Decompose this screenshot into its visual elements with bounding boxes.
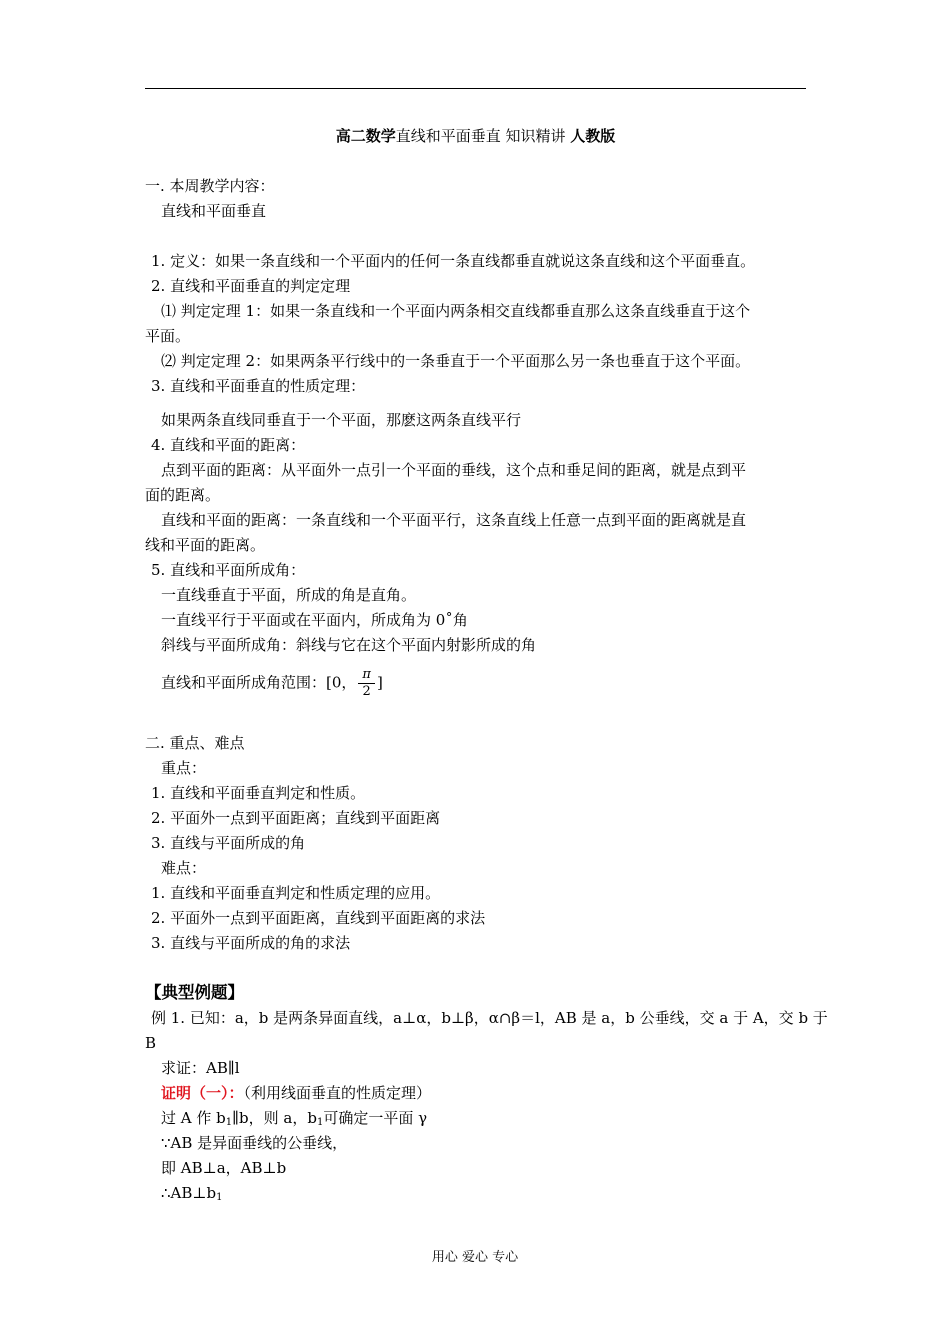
item-distance: 4. 直线和平面的距离：: [151, 436, 306, 454]
step1-text-c: 可确定一平面 γ: [323, 1109, 428, 1127]
pi-over-two-fraction: [358, 667, 375, 700]
difficulties-label: 难点：: [161, 859, 207, 877]
key-point-1: 1. 直线和平面垂直判定和性质。: [151, 784, 366, 802]
proof-label: 证明（一）：: [161, 1084, 244, 1102]
proof-step-3: 即 AB⊥a，AB⊥b: [161, 1159, 287, 1177]
distance1-line1: 点到平面的距离：从平面外一点引一个平面的垂线，这个点和垂足间的距离，就是点到平: [161, 461, 747, 479]
distance2-line1: 直线和平面的距离：一条直线和一个平面平行，这条直线上任意一点到平面的距离就是直: [161, 511, 747, 529]
example1-line1: 例 1. 已知：a，b 是两条异面直线，a⊥α，b⊥β，α∩β＝l，AB 是 a，b 公垂线，交 a 于 A，交 b 于: [151, 1009, 828, 1027]
section1-heading: 一. 本周教学内容：: [145, 177, 275, 195]
difficulty-3: 3. 直线与平面所成的角的求法: [151, 934, 351, 952]
property-text: 如果两条直线同垂直于一个平面，那麽这两条直线平行: [161, 411, 522, 429]
item-criteria: 2. 直线和平面垂直的判定定理: [151, 277, 351, 295]
step1-text-a: 过 A 作 b: [161, 1109, 226, 1127]
section1-topic: 直线和平面垂直: [161, 202, 267, 220]
fraction-denominator: 2: [362, 684, 371, 699]
step1-text-b: ∥b，则 a，b: [232, 1109, 317, 1127]
theorem1-line1: ⑴ 判定定理 1：如果一条直线和一个平面内两条相交直线都垂直那么这条直线垂直于这个: [161, 302, 751, 320]
angle-parallel: 一直线平行于平面或在平面内，所成角为 0˚角: [161, 611, 468, 629]
step4-text: ∴AB⊥b: [161, 1184, 217, 1202]
fraction-numerator: π: [358, 667, 375, 684]
step4-subscript: 1: [216, 1192, 223, 1203]
key-points-label: 重点：: [161, 759, 207, 777]
header-rule: [145, 88, 806, 89]
proof-header: [161, 1081, 431, 1106]
item-angle: 5. 直线和平面所成角：: [151, 561, 306, 579]
distance1-line2: 面的距离。: [145, 486, 221, 504]
proof-step-4: [161, 1181, 222, 1210]
angle-range-label: 直线和平面所成角范围：: [161, 673, 327, 692]
example1-line2: B: [145, 1034, 157, 1052]
title-edition: 人教版: [570, 127, 616, 145]
angle-range-open: [0，: [326, 673, 357, 692]
angle-perpendicular: 一直线垂直于平面，所成的角是直角。: [161, 586, 417, 604]
difficulty-2: 2. 平面外一点到平面距离，直线到平面距离的求法: [151, 909, 486, 927]
section2-heading: 二. 重点、难点: [145, 734, 245, 752]
proof-note: （利用线面垂直的性质定理）: [243, 1084, 432, 1102]
step1-subscript-2: 1: [316, 1117, 324, 1128]
theorem2: ⑵ 判定定理 2：如果两条平行线中的一条垂直于一个平面那么另一条也垂直于这个平面。: [161, 352, 751, 370]
page-footer: 用心 爱心 专心: [431, 1250, 519, 1265]
angle-oblique: 斜线与平面所成角：斜线与它在这个平面内射影所成的角: [161, 636, 537, 654]
step1-subscript: 1: [225, 1117, 233, 1128]
prove-statement: 求证：AB∥l: [161, 1059, 240, 1077]
proof-step-2: ∵AB 是异面垂线的公垂线，: [161, 1134, 348, 1152]
item-property: 3. 直线和平面垂直的性质定理：: [151, 377, 366, 395]
title-subject: 高二数学: [335, 127, 396, 145]
difficulty-1: 1. 直线和平面垂直判定和性质定理的应用。: [151, 884, 441, 902]
angle-range: [161, 667, 383, 700]
examples-heading: 【典型例题】: [145, 983, 244, 1002]
title-topic: 直线和平面垂直 知识精讲: [395, 127, 571, 145]
distance2-line2: 线和平面的距离。: [145, 536, 266, 554]
key-point-3: 3. 直线与平面所成的角: [151, 834, 306, 852]
key-point-2: 2. 平面外一点到平面距离；直线到平面距离: [151, 809, 441, 827]
theorem1-line2: 平面。: [145, 327, 191, 345]
item-definition: 1. 定义：如果一条直线和一个平面内的任何一条直线都垂直就说这条直线和这个平面垂直。: [151, 252, 756, 270]
angle-range-close: ]: [376, 673, 383, 692]
document-title: [145, 124, 806, 149]
